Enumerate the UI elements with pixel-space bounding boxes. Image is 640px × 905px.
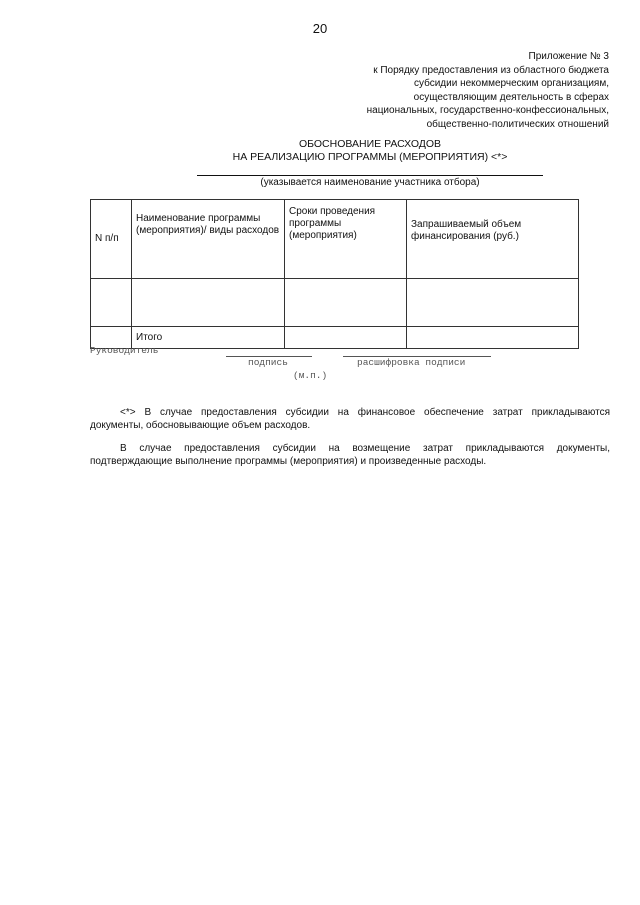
appendix-line: Приложение № 3 [528, 51, 609, 62]
participant-name-line [197, 175, 543, 176]
header-program: Наименование программы (мероприятия)/ виды расходов [132, 200, 285, 279]
table-cell [91, 279, 132, 327]
title-line-2: НА РЕАЛИЗАЦИЮ ПРОГРАММЫ (МЕРОПРИЯТИЯ) <*> [232, 151, 508, 163]
table-total-row [91, 327, 579, 349]
page-number: 20 [312, 21, 328, 36]
budget-table [90, 199, 579, 349]
total-label: Итого [132, 327, 285, 349]
header-amount: Запрашиваемый объем финансирования (руб.) [407, 200, 579, 279]
appendix-line: субсидии некоммерческим организациям, [413, 78, 609, 89]
footnote-1: <*> В случае предоставления субсидии на финансовое обеспечение затрат прикладываются документы, обосновывающие объем расходов. [90, 407, 610, 431]
appendix-line: к Порядку предоставления из областного бюджета [373, 64, 609, 76]
appendix-line: национальных, государственно-конфессиональных, [366, 105, 609, 116]
table-cell [285, 327, 407, 349]
table-row [91, 279, 579, 327]
header-dates: Сроки проведения программы (мероприятия) [285, 200, 407, 279]
participant-caption: (указывается наименование участника отбора) [260, 177, 480, 188]
table-cell [407, 279, 579, 327]
signature-role: Руководитель [90, 345, 159, 356]
document-title [0, 138, 640, 164]
table-cell [132, 279, 285, 327]
signature-caption: подпись [248, 357, 288, 368]
stamp-placeholder: (м.п.) [293, 370, 328, 381]
title-line-1: ОБОСНОВАНИЕ РАСХОДОВ [298, 138, 442, 150]
table-cell [407, 327, 579, 349]
table-header-row [91, 200, 579, 279]
appendix-header [367, 50, 609, 131]
table-cell [285, 279, 407, 327]
footnote-2: В случае предоставления субсидии на возмещение затрат прикладываются документы, подтверждающие выполнение программы (мероприятия) и произведенные расходы. [90, 443, 610, 467]
decoding-caption: расшифровка подписи [357, 357, 466, 368]
header-number: N п/п [91, 200, 132, 279]
appendix-line: общественно-политических отношений [426, 118, 609, 130]
appendix-line: осуществляющим деятельность в сферах [413, 91, 609, 103]
